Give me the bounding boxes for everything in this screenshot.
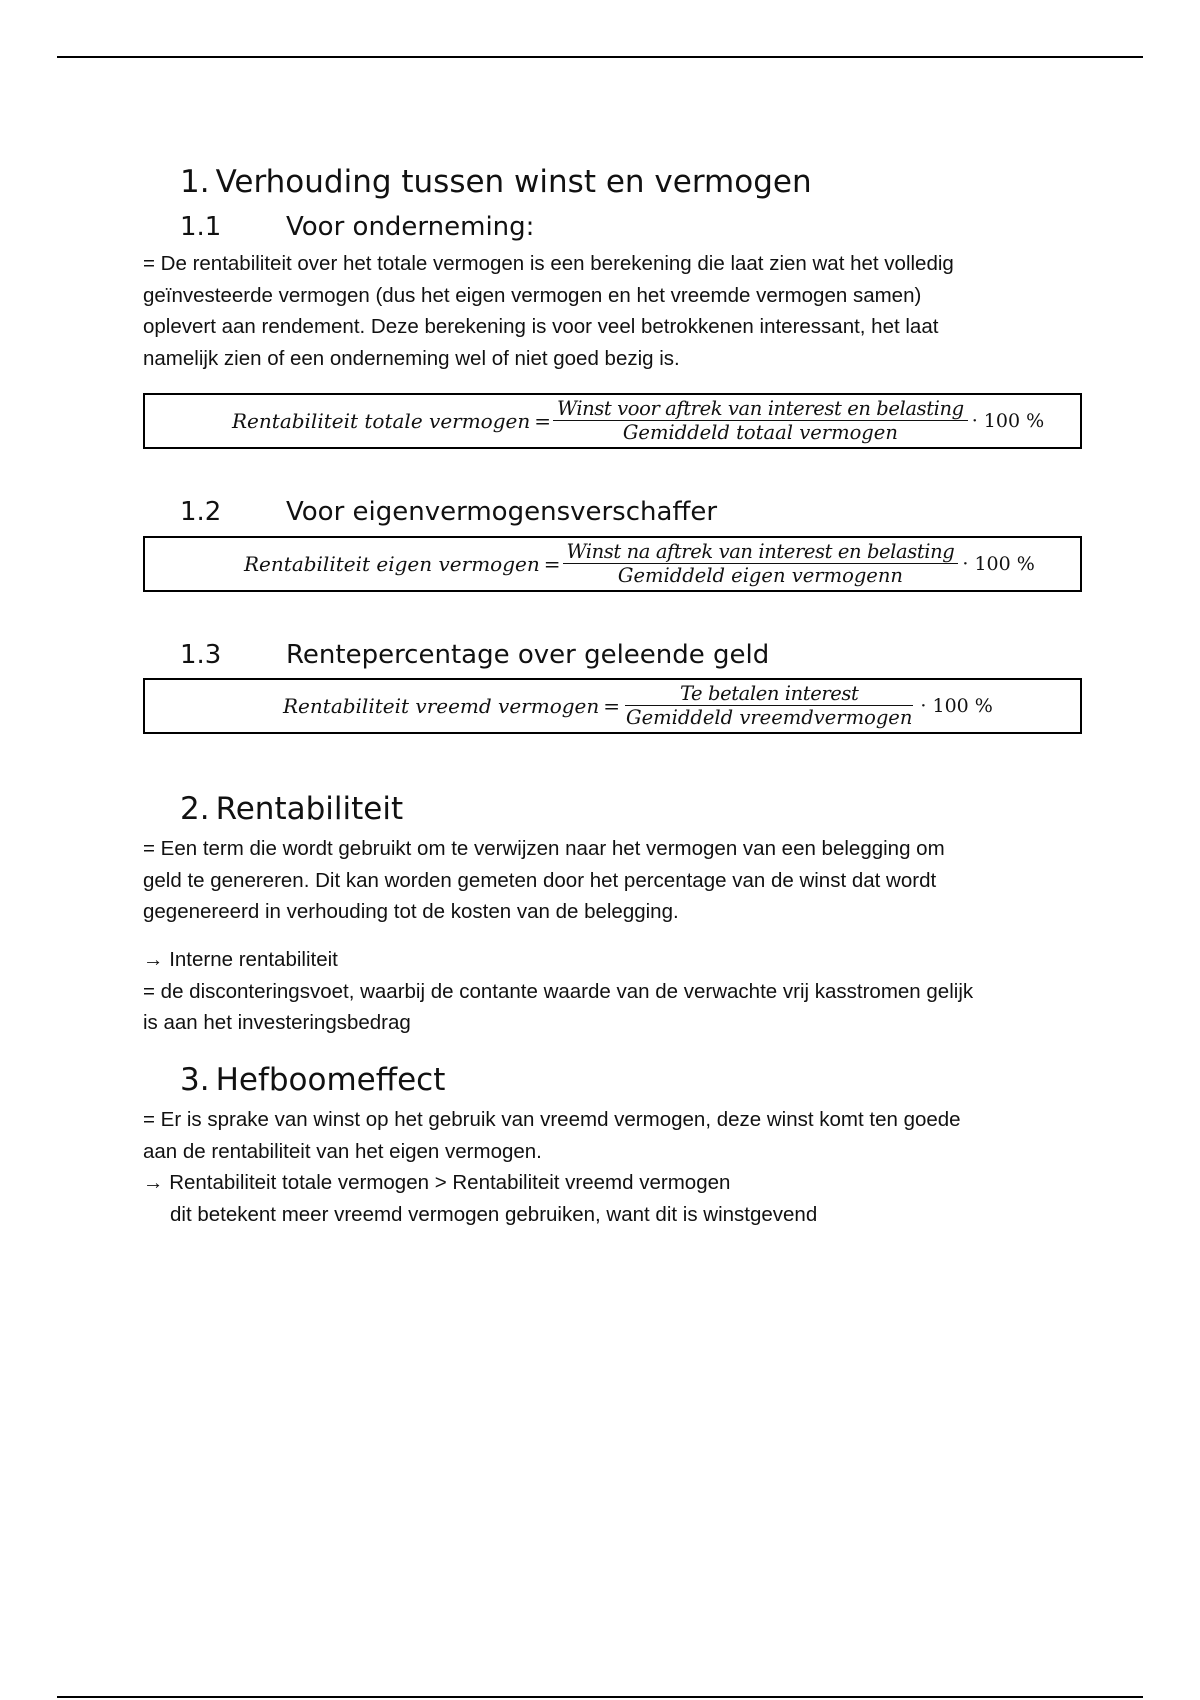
subsection-1-2-heading — [180, 497, 717, 527]
text-line: gegenereerd in verhouding tot de kosten van de belegging. — [143, 900, 679, 923]
formula-fraction — [563, 539, 959, 587]
formula-box-equity — [143, 536, 1082, 592]
formula-box-total-capital — [143, 393, 1082, 449]
text-line: geld te genereren. Dit kan worden gemeten door het percentage van de winst dat wordt — [143, 868, 937, 892]
subsection-1-1-title: Voor onderneming: — [286, 212, 535, 242]
formula-lhs: Rentabiliteit eigen vermogen — [244, 552, 540, 576]
section-2-number: 2. — [180, 791, 210, 827]
formula-total-capital — [232, 395, 1044, 447]
text-line: = De rentabiliteit over het totale vermogen is een berekening die laat zien wat het volledig — [143, 252, 954, 275]
text-line-indented: dit betekent meer vreemd vermogen gebruiken, want dit is winstgevend — [170, 1202, 818, 1226]
text-line: oplevert aan rendement. Deze berekening is voor veel betrokkenen interessant, het laat — [143, 315, 939, 338]
section-2-heading — [180, 791, 403, 827]
formula-multiplier: · 100 % — [971, 410, 1045, 432]
section-2-note — [143, 944, 1063, 1039]
subsection-1-1-number: 1.1 — [180, 212, 222, 242]
formula-debt — [283, 680, 993, 732]
section-3-title: Hefboomeffect — [215, 1062, 446, 1098]
section-3-number: 3. — [180, 1062, 210, 1098]
formula-equity — [244, 538, 1035, 590]
section-3-heading — [180, 1062, 445, 1098]
section-3-text — [143, 1104, 1063, 1230]
text-line: namelijk zien of een onderneming wel of niet goed bezig is. — [143, 346, 680, 370]
text-line: = Een term die wordt gebruikt om te verwijzen naar het vermogen van een belegging om — [143, 837, 945, 860]
subsection-1-1-heading — [180, 212, 534, 242]
text-line: → Rentabiliteit totale vermogen > Rentabiliteit vreemd vermogen — [143, 1171, 731, 1194]
formula-fraction — [622, 681, 916, 729]
section-1-heading — [180, 164, 812, 200]
subsection-1-1-text — [143, 248, 1063, 374]
formula-equals: = — [603, 694, 621, 718]
subsection-1-3-number: 1.3 — [180, 640, 222, 670]
formula-denominator: Gemiddeld totaal vermogen — [622, 421, 898, 444]
subsection-1-3-title: Rentepercentage over geleende geld — [286, 640, 770, 670]
formula-numerator: Winst na aftrek van interest en belasting — [563, 542, 959, 564]
formula-denominator: Gemiddeld eigen vermogenn — [617, 564, 903, 587]
formula-multiplier: · 100 % — [920, 695, 993, 717]
formula-box-debt — [143, 678, 1082, 734]
text-line: aan de rentabiliteit van het eigen vermogen. — [143, 1139, 542, 1163]
formula-fraction — [553, 396, 968, 444]
subsection-1-2-title: Voor eigenvermogensverschaffer — [286, 497, 718, 527]
section-1-title: Verhouding tussen winst en vermogen — [215, 164, 812, 200]
section-1-number: 1. — [180, 164, 210, 200]
formula-equals: = — [543, 552, 561, 576]
formula-multiplier: · 100 % — [962, 553, 1035, 575]
text-line: geïnvesteerde vermogen (dus het eigen vermogen en het vreemde vermogen samen) — [143, 283, 922, 307]
formula-lhs: Rentabiliteit vreemd vermogen — [283, 694, 600, 718]
formula-numerator: Te betalen interest — [625, 684, 914, 706]
page-bottom-rule — [57, 1696, 1143, 1698]
page-top-rule — [57, 56, 1143, 58]
subsection-1-2-number: 1.2 — [180, 497, 222, 527]
subsection-1-3-heading — [180, 640, 769, 670]
text-line: = de disconteringsvoet, waarbij de contante waarde van de verwachte vrij kasstromen gelijk — [143, 979, 974, 1003]
text-line: → Interne rentabiliteit — [143, 948, 338, 971]
text-line: = Er is sprake van winst op het gebruik van vreemd vermogen, deze winst komt ten goede — [143, 1108, 961, 1131]
formula-denominator: Gemiddeld vreemdvermogen — [626, 706, 913, 729]
formula-equals: = — [534, 409, 552, 433]
section-2-title: Rentabiliteit — [215, 791, 404, 827]
formula-lhs: Rentabiliteit totale vermogen — [232, 409, 531, 433]
text-line: is aan het investeringsbedrag — [143, 1011, 411, 1034]
formula-numerator: Winst voor aftrek van interest en belasting — [553, 399, 968, 421]
section-2-text — [143, 833, 1063, 928]
